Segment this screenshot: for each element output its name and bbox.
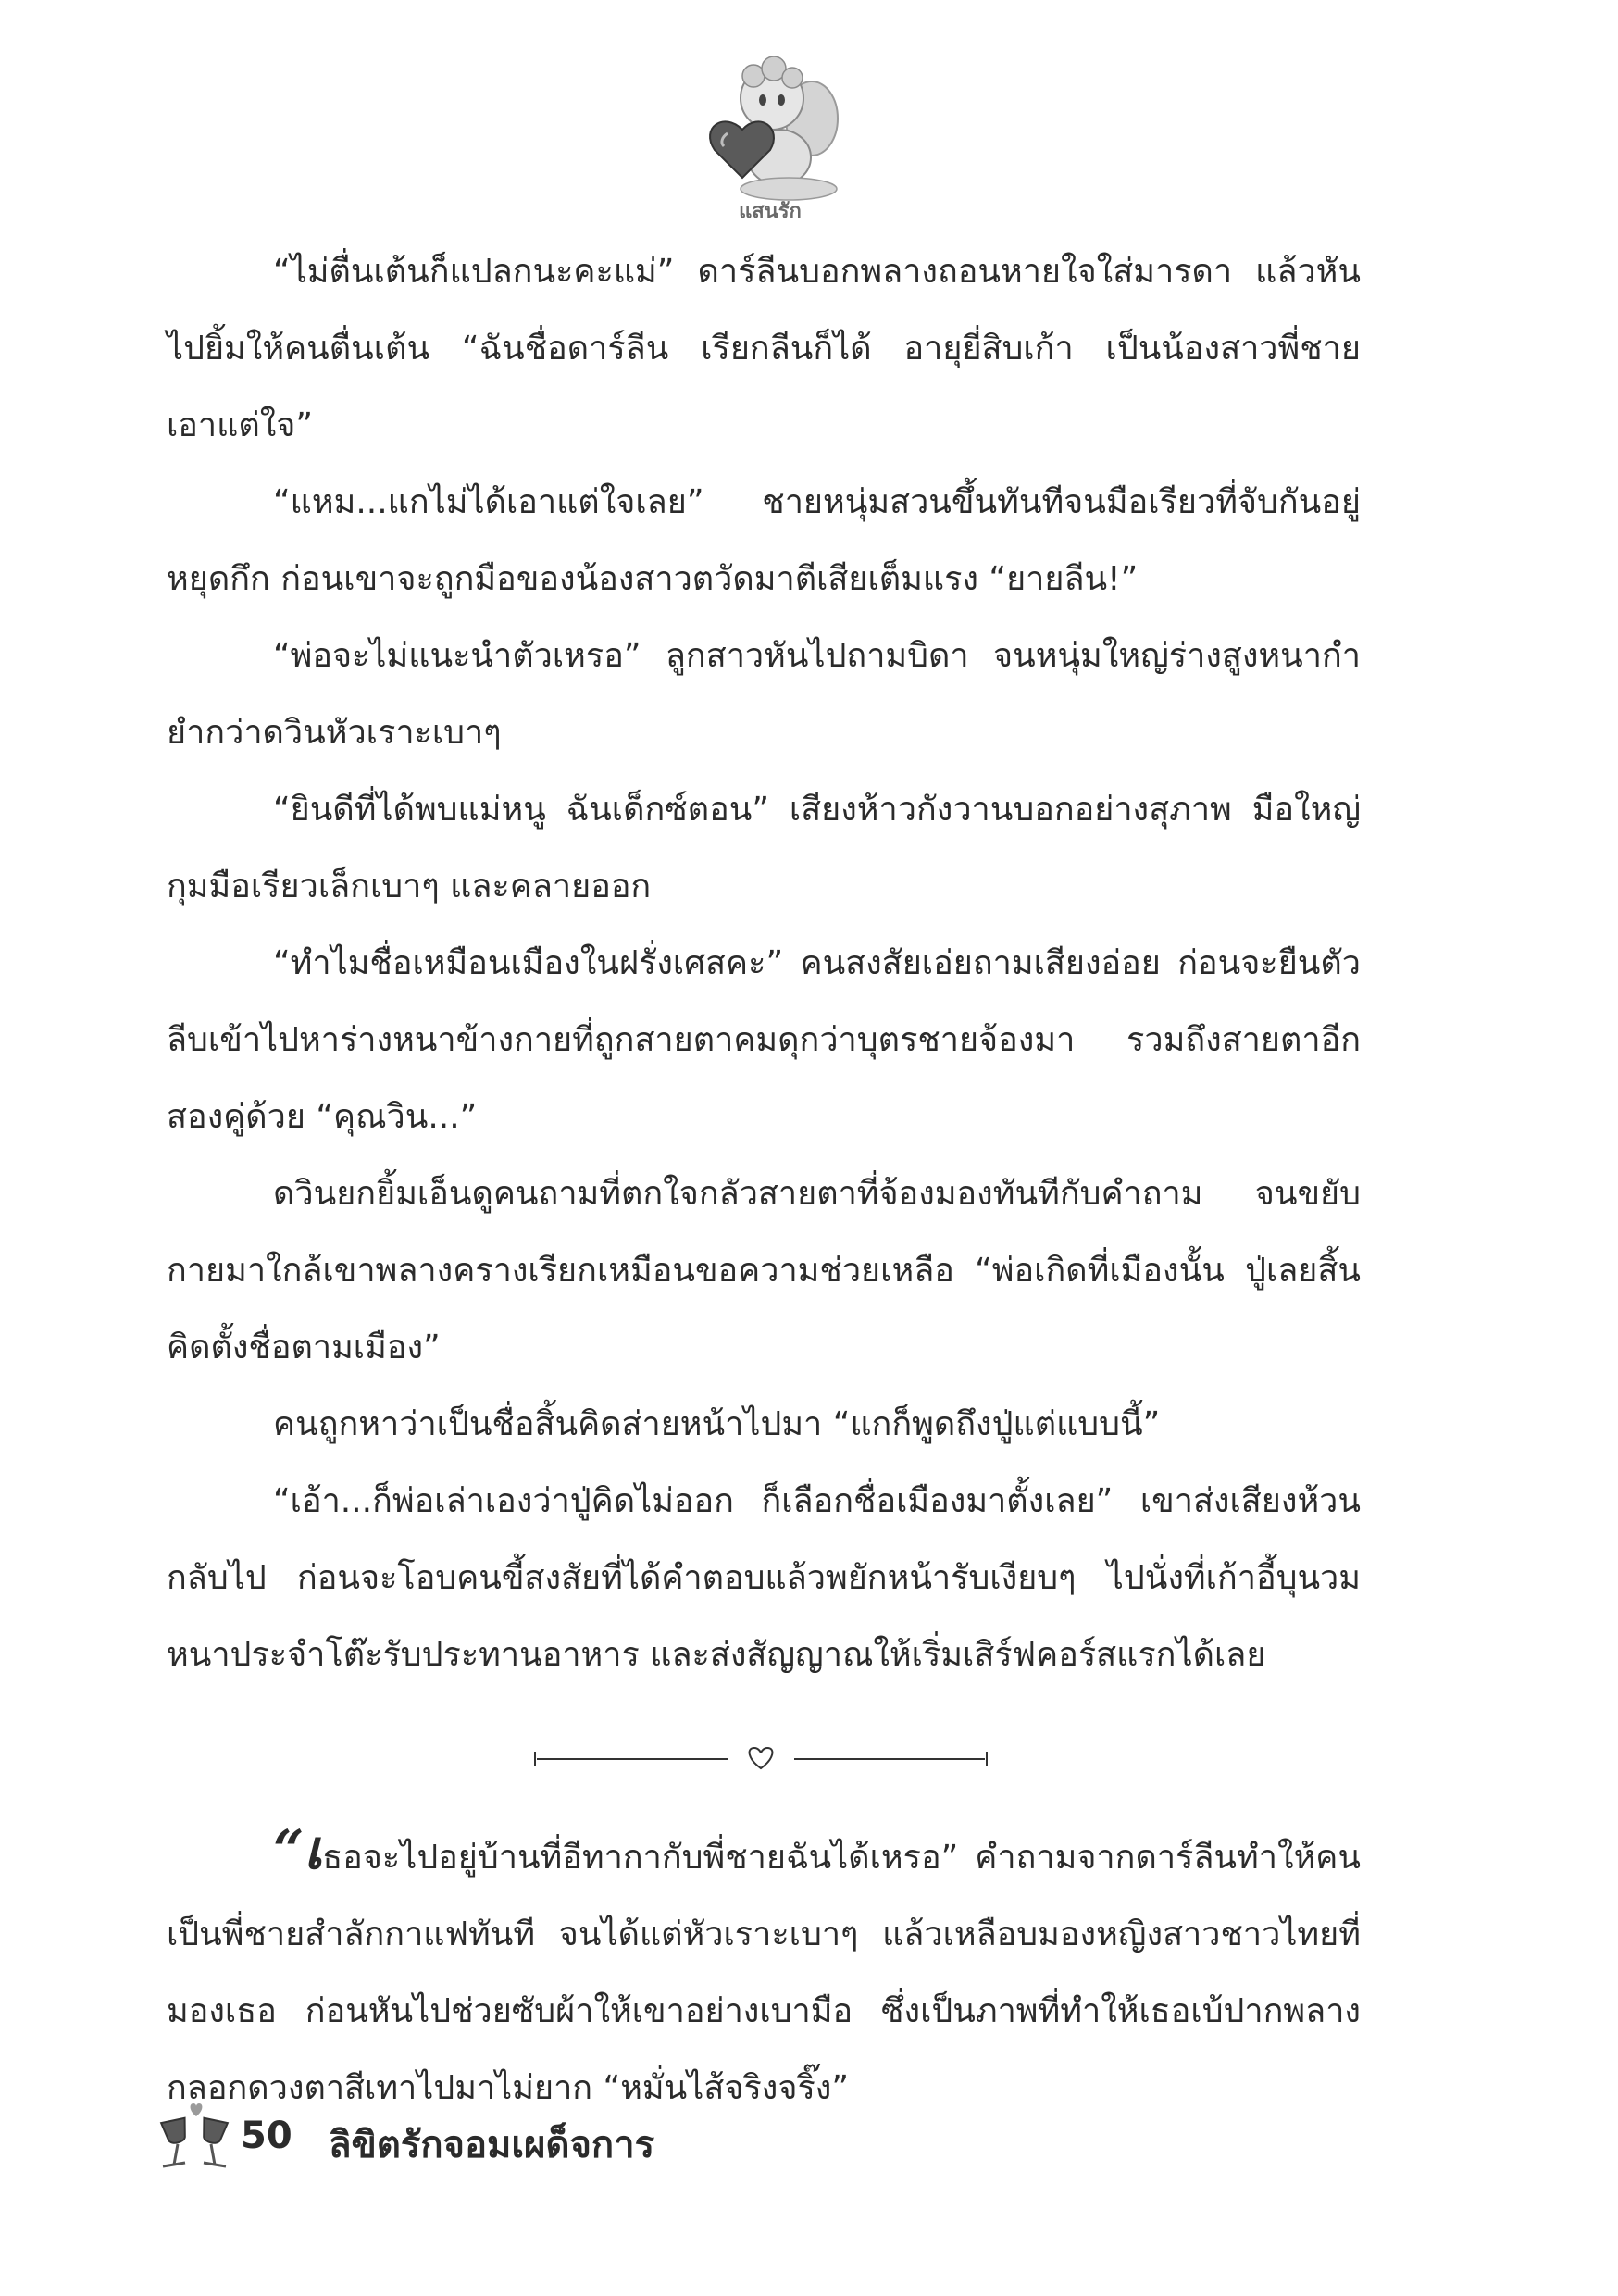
cupid-logo-icon <box>687 54 853 202</box>
wine-glasses-icon <box>148 2102 241 2176</box>
header-logo <box>687 54 853 230</box>
paragraph: “แหม...แกไม่ได้เอาแต่ใจเลย” ชายหนุ่มสวนขึ้นทันทีจนมือเรียวที่จับกันอยู่หยุดกึก ก่อนเขาจะถูกมือของน้องสาวตวัดมาตีเสียเต็มแรง “ยายลีน!” <box>167 483 1361 598</box>
book-title: ลิขิตรักจอมเผด็จการ <box>329 2124 655 2166</box>
paragraph-text: ธอจะไปอยู่บ้านที่อีทากากับพี่ชายฉันได้เหรอ” คำถามจากดาร์ลีนทำให้คนเป็นพี่ชายสำลักกาแฟทันที จนได้แต่หัวเราะเบาๆ แล้วเหลือบมองหญิงสาวชาวไทยที่มองเธอ ก่อนหันไปช่วยซับผ้าให้เขาอย่างเบามือ ซึ่งเป็นภาพที่ทำให้เธอเบ้ปากพลางกลอกดวงตาสีเทาไปมาไม่ยาก “หมั่นไส้จริงจริ๊ง” <box>167 1839 1361 2107</box>
paragraph: “ยินดีที่ได้พบแม่หนู ฉันเด็กซ์ตอน” เสียงห้าวกังวานบอกอย่างสุภาพ มือใหญ่กุมมือเรียวเล็กเบาๆ และคลายออก <box>167 791 1361 905</box>
section-divider <box>529 1741 992 1778</box>
heart-ornament-icon <box>750 1748 773 1768</box>
drop-cap: “เ <box>273 1818 323 1881</box>
paragraph: “ทำไมชื่อเหมือนเมืองในฝรั่งเศสคะ” คนสงสัยเอ่ยถามเสียงอ่อย ก่อนจะยืนตัวลีบเข้าไปหาร่างหนาข้างกายที่ถูกสายตาคมดุกว่าบุตรชายจ้องมา รวมถึงสายตาอีกสองคู่ด้วย “คุณวิน...” <box>167 944 1361 1136</box>
paragraph: “พ่อจะไม่แนะนำตัวเหรอ” ลูกสาวหันไปถามบิดา จนหนุ่มใหญ่ร่างสูงหนากำยำกว่าดวินหัวเราะเบาๆ <box>167 637 1361 752</box>
section-1-text <box>167 233 1361 1693</box>
paragraph: “ไม่ตื่นเต้นก็แปลกนะคะแม่” ดาร์ลีนบอกพลางถอนหายใจใส่มารดา แล้วหันไปยิ้มให้คนตื่นเต้น “ฉันชื่อดาร์ลีน เรียกลีนก็ได้ อายุยี่สิบเก้า เป็นน้องสาวพี่ชายเอาแต่ใจ” <box>167 253 1361 444</box>
paragraph: “เอ้า...ก็พ่อเล่าเองว่าปู่คิดไม่ออก ก็เลือกชื่อเมืองมาตั้งเลย” เขาส่งเสียงห้วนกลับไป ก่อนจะโอบคนขี้สงสัยที่ได้คำตอบแล้วพยักหน้ารับเงียบๆ ไปนั่งที่เก้าอี้บุนวมหนาประจำโต๊ะรับประทานอาหาร และส่งสัญญาณให้เริ่มเสิร์ฟคอร์สแรกได้เลย <box>167 1482 1361 1674</box>
page-number: 50 <box>241 2115 292 2157</box>
logo-text: แสนรัก <box>739 200 802 223</box>
paragraph <box>167 1819 1361 2127</box>
paragraph: คนถูกหาว่าเป็นชื่อสิ้นคิดส่ายหน้าไปมา “แกก็พูดถึงปู่แต่แบบนี้” <box>273 1405 1161 1443</box>
paragraph: ดวินยกยิ้มเอ็นดูคนถามที่ตกใจกลัวสายตาที่จ้องมองทันทีกับคำถาม จนขยับกายมาใกล้เขาพลางครางเรียกเหมือนขอความช่วยเหลือ “พ่อเกิดที่เมืองนั้น ปู่เลยสิ้นคิดตั้งชื่อตามเมือง” <box>167 1175 1361 1366</box>
section-2-text <box>167 1819 1361 2127</box>
page-footer <box>148 2102 981 2176</box>
